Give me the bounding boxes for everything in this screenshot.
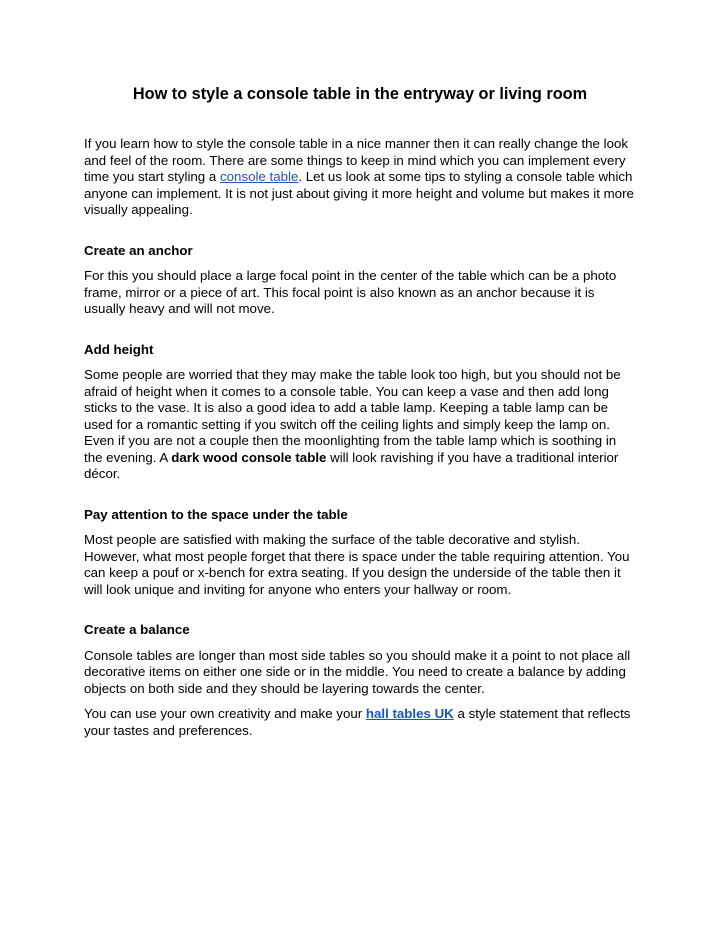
section-body: For this you should place a large focal point in the center of the table which can be a photo frame, mirror or a piece of art. This focal point is also known as an anchor because it is usually heavy and will not move.	[84, 268, 617, 316]
section-space-under-table	[84, 507, 636, 599]
intro-text-after-link: . Let us look at some tips to styling a console table which anyone can implement. It is not just about giving it more height and volume but makes it more visually appealing.	[84, 169, 634, 217]
section-body	[84, 367, 636, 483]
section-body: Most people are satisfied with making the surface of the table decorative and stylish. However, what most people forget that there is space under the table requiring attention. You can keep a pouf or x-bench for extra seating. If you design the underside of the table then it will look unique and inviting for anyone who enters your hallway or room.	[84, 532, 630, 597]
closing-text-after-link: a style statement that reflects your tastes and preferences.	[84, 706, 631, 738]
dark-wood-console-table-bold: dark wood console table	[171, 449, 327, 465]
closing-paragraph	[84, 706, 636, 739]
section-create-an-anchor	[84, 243, 636, 318]
section-heading: Pay attention to the space under the table	[84, 506, 348, 522]
section-create-a-balance	[84, 622, 636, 697]
section-add-height	[84, 342, 636, 483]
section-body: Console tables are longer than most side tables so you should make it a point to not place all decorative items on either one side or in the middle. You need to create a balance by adding objects on both side and they should be layering towards the center.	[84, 647, 631, 696]
closing-text-before-link: You can use your own creativity and make your	[84, 706, 366, 721]
intro-text-before-link: If you learn how to style the console table in a nice manner then it can really change the look and feel of the room. There are some things to keep in mind which you can implement every time you start styling a	[84, 136, 629, 184]
console-table-link[interactable]: console table	[219, 169, 299, 184]
document-title: How to style a console table in the entryway or living room	[132, 85, 588, 103]
section-body-text: Some people are worried that they may make the table look too high, but you should not be afraid of height when it comes to a console table. You can keep a vase and then add long sticks to the vase. It is also a good idea to add a table lamp. Keeping a table lamp can be used for a romantic setting if you switch off the ceiling lights and simply keep the lamp on. Even if you are not a couple then the moonlighting from the table lamp which is soothing in the evening. A	[84, 367, 621, 465]
intro-paragraph	[84, 136, 636, 219]
hall-tables-uk-link[interactable]: hall tables UK	[365, 706, 454, 721]
section-heading: Create a balance	[84, 622, 190, 637]
section-body-text: will look ravishing if you have a traditional interior décor.	[84, 449, 619, 481]
section-heading: Add height	[84, 341, 154, 357]
section-heading: Create an anchor	[84, 242, 193, 258]
